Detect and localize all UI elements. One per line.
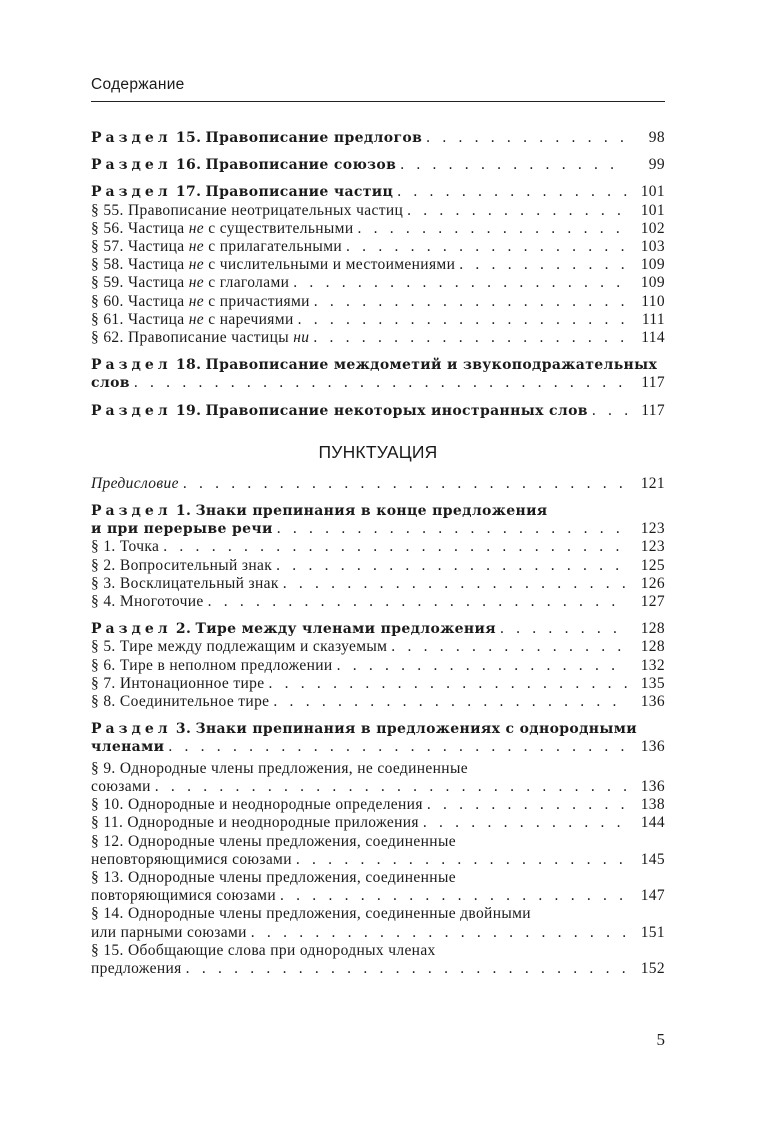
section-title: Тире между членами предложения <box>195 621 496 638</box>
toc-paragraph-13[interactable] <box>91 869 665 905</box>
page-number: 136 <box>640 738 665 756</box>
paragraph-title: § 15. Обобщающие слова при однородных членах <box>91 941 436 959</box>
toc-section-19[interactable] <box>91 402 665 420</box>
page-folio: 5 <box>656 1030 665 1049</box>
paragraph-title-cont: повторяющимися союзами <box>91 887 276 905</box>
toc-paragraph-56[interactable] <box>91 220 665 238</box>
dot-leader <box>346 238 627 256</box>
paragraph-title: § 4. Многоточие <box>91 593 204 611</box>
dot-leader <box>423 814 627 832</box>
page-number: 109 <box>640 274 665 292</box>
section-number: 15. <box>175 130 202 146</box>
section-title-cont: и при перерыве речи <box>91 521 273 538</box>
paragraph-title: § 61. Частица <box>91 310 189 328</box>
toc-paragraph-9[interactable] <box>91 760 665 796</box>
page-number: 102 <box>640 219 665 237</box>
paragraph-title: § 11. Однородные и неоднородные приложения <box>91 814 419 832</box>
page-number: 98 <box>648 129 665 146</box>
page-number: 110 <box>641 292 665 310</box>
paragraph-title-rest: с существительными <box>204 219 354 237</box>
toc-paragraph-7[interactable] <box>91 675 665 693</box>
dot-leader <box>592 402 627 420</box>
running-head: Содержание <box>91 76 185 93</box>
section-title: Знаки препинания в конце предложения <box>195 503 548 520</box>
paragraph-title: § 13. Однородные члены предложения, соединенные <box>91 868 456 886</box>
paragraph-title: § 14. Однородные члены предложения, соединенные двойными <box>91 905 531 923</box>
paragraph-title: § 12. Однородные члены предложения, соединенные <box>91 832 456 850</box>
toc-paragraph-10[interactable] <box>91 796 665 814</box>
toc-section-16[interactable] <box>91 156 665 174</box>
toc-paragraph-60[interactable] <box>91 293 665 311</box>
page-number: 117 <box>641 374 665 392</box>
toc-paragraph-57[interactable] <box>91 238 665 256</box>
toc-section-18[interactable] <box>91 356 665 392</box>
razdel-label: Раздел <box>91 130 172 146</box>
dot-leader <box>400 156 627 174</box>
page-number: 128 <box>640 638 665 656</box>
page-number: 103 <box>640 238 665 256</box>
paragraph-title-cont: союзами <box>91 777 151 795</box>
dot-leader <box>293 274 627 292</box>
paragraph-title-cont: или парными союзами <box>91 923 247 941</box>
toc-section-17[interactable] <box>91 183 665 201</box>
page-number: 126 <box>640 574 665 592</box>
toc-paragraph-55[interactable] <box>91 202 665 220</box>
toc-paragraph-14[interactable] <box>91 905 665 941</box>
paragraph-title: § 5. Тире между подлежащим и сказуемым <box>91 638 388 656</box>
toc-section-1[interactable] <box>91 502 665 538</box>
paragraph-title: § 59. Частица <box>91 274 189 292</box>
page-number: 117 <box>641 401 665 419</box>
page-number: 101 <box>640 201 665 219</box>
italic-word: не <box>188 219 205 237</box>
paragraph-title: § 1. Точка <box>91 538 160 556</box>
paragraph-title: § 55. Правописание неотрицательных частиц <box>91 201 404 219</box>
dot-leader <box>155 778 627 796</box>
section-title: Правописание предлогов <box>205 130 423 146</box>
italic-word: не <box>188 292 205 310</box>
page-number: 111 <box>641 310 665 328</box>
dot-leader <box>357 220 627 238</box>
paragraph-title: § 8. Соединительное тире <box>91 693 270 711</box>
paragraph-title: § 3. Восклицательный знак <box>91 574 279 592</box>
paragraph-title-cont: предложения <box>91 959 182 977</box>
paragraph-title: § 57. Частица <box>91 238 189 256</box>
toc-section-2[interactable] <box>91 620 665 638</box>
section-title-cont: членами <box>91 739 165 756</box>
dot-leader <box>314 293 627 311</box>
paragraph-title-rest: с наречиями <box>204 310 294 328</box>
page-number: 138 <box>640 796 665 814</box>
toc-paragraph-8[interactable] <box>91 693 665 711</box>
razdel-label: Раздел <box>91 157 172 174</box>
page-number: 99 <box>648 156 665 174</box>
page-number: 152 <box>640 959 665 977</box>
italic-word: не <box>188 274 205 292</box>
dot-leader <box>268 675 627 693</box>
paragraph-title: § 2. Вопросительный знак <box>91 556 273 574</box>
paragraph-title-rest: с числительными и местоимениями <box>204 256 456 274</box>
toc-paragraph-15[interactable] <box>91 942 665 978</box>
dot-leader <box>280 887 627 905</box>
section-number: 1. <box>175 503 192 520</box>
dot-leader <box>276 557 627 575</box>
page-number: 135 <box>640 674 665 692</box>
italic-word: ни <box>293 329 310 347</box>
razdel-label: Раздел <box>91 721 172 738</box>
dot-leader <box>391 638 627 656</box>
dot-leader <box>337 657 627 675</box>
toc-paragraph-1[interactable] <box>91 538 665 556</box>
dot-leader <box>163 538 627 556</box>
header-rule <box>91 101 665 102</box>
dot-leader <box>277 520 627 538</box>
razdel-label: Раздел <box>91 402 172 419</box>
dot-leader <box>283 575 627 593</box>
page-number: 145 <box>640 850 665 868</box>
paragraph-title: § 58. Частица <box>91 256 189 274</box>
paragraph-title: § 6. Тире в неполном предложении <box>91 656 333 674</box>
toc-paragraph-12[interactable] <box>91 833 665 869</box>
razdel-label: Раздел <box>91 184 172 201</box>
toc-section-3[interactable] <box>91 720 665 756</box>
toc-paragraph-58[interactable] <box>91 256 665 274</box>
page-number: 109 <box>640 256 665 274</box>
page-number: 125 <box>640 556 665 574</box>
page-number: 132 <box>640 656 665 674</box>
dot-leader <box>273 693 627 711</box>
dot-leader <box>407 202 627 220</box>
dot-leader <box>459 256 627 274</box>
paragraph-title: § 56. Частица <box>91 219 189 237</box>
toc-paragraph-11[interactable] <box>91 814 665 832</box>
dot-leader <box>168 738 627 756</box>
dot-leader <box>134 374 627 392</box>
toc-paragraph-3[interactable] <box>91 575 665 593</box>
toc-paragraph-5[interactable] <box>91 638 665 656</box>
dot-leader <box>426 129 627 147</box>
table-of-contents <box>91 129 665 978</box>
page-number: 128 <box>640 620 665 638</box>
toc-paragraph-2[interactable] <box>91 557 665 575</box>
page-number: 123 <box>640 538 665 556</box>
razdel-label: Раздел <box>91 621 172 638</box>
dot-leader <box>186 960 627 978</box>
dot-leader <box>298 311 627 329</box>
section-number: 19. <box>175 402 202 419</box>
section-title-cont: слов <box>91 375 130 392</box>
toc-paragraph-59[interactable] <box>91 274 665 292</box>
section-title: Знаки препинания в предложениях с однородными <box>195 721 637 738</box>
section-number: 2. <box>175 621 192 638</box>
page-number: 151 <box>640 923 665 941</box>
page-number: 121 <box>640 474 665 492</box>
dot-leader <box>397 183 627 201</box>
paragraph-title: § 60. Частица <box>91 292 189 310</box>
toc-preface[interactable] <box>91 475 665 493</box>
paragraph-title: § 10. Однородные и неоднородные определения <box>91 796 423 814</box>
section-number: 16. <box>175 157 202 174</box>
dot-leader <box>427 796 627 814</box>
page-number: 147 <box>640 887 665 905</box>
section-number: 18. <box>175 357 202 374</box>
page-number: 101 <box>640 183 665 201</box>
paragraph-title-rest: с прилагательными <box>204 238 343 256</box>
section-title: Правописание междометий и звукоподражательных <box>205 357 658 374</box>
italic-word: не <box>188 256 205 274</box>
section-title: Правописание частиц <box>205 184 394 201</box>
page-number: 136 <box>640 693 665 711</box>
paragraph-title-rest: с глаголами <box>204 274 290 292</box>
paragraph-title-cont: неповторяющимися союзами <box>91 850 292 868</box>
italic-word: не <box>188 310 205 328</box>
paragraph-title-rest: с причастиями <box>204 292 310 310</box>
page-number: 114 <box>641 329 665 347</box>
dot-leader <box>208 593 627 611</box>
section-title: Правописание союзов <box>205 157 397 174</box>
section-number: 17. <box>175 184 202 201</box>
dot-leader <box>313 329 627 347</box>
dot-leader <box>251 924 627 942</box>
page-number: 127 <box>640 593 665 611</box>
preface-title: Предисловие <box>91 474 179 492</box>
dot-leader <box>500 620 627 638</box>
paragraph-title: § 62. Правописание частицы <box>91 329 294 347</box>
dot-leader <box>183 475 627 493</box>
section-number: 3. <box>175 721 192 738</box>
dot-leader <box>296 851 627 869</box>
razdel-label: Раздел <box>91 357 172 374</box>
paragraph-title: § 7. Интонационное тире <box>91 674 265 692</box>
part-title: ПУНКТУАЦИЯ <box>318 441 438 462</box>
razdel-label: Раздел <box>91 503 172 520</box>
toc-section-15[interactable] <box>91 129 665 147</box>
paragraph-title: § 9. Однородные члены предложения, не соединенные <box>91 759 468 777</box>
italic-word: не <box>188 238 205 256</box>
page-number: 144 <box>640 814 665 832</box>
section-title: Правописание некоторых иностранных слов <box>205 402 588 419</box>
page-number: 136 <box>640 777 665 795</box>
toc-paragraph-6[interactable] <box>91 657 665 675</box>
toc-paragraph-4[interactable] <box>91 593 665 611</box>
toc-paragraph-62[interactable] <box>91 329 665 347</box>
toc-paragraph-61[interactable] <box>91 311 665 329</box>
page-number: 123 <box>640 520 665 538</box>
